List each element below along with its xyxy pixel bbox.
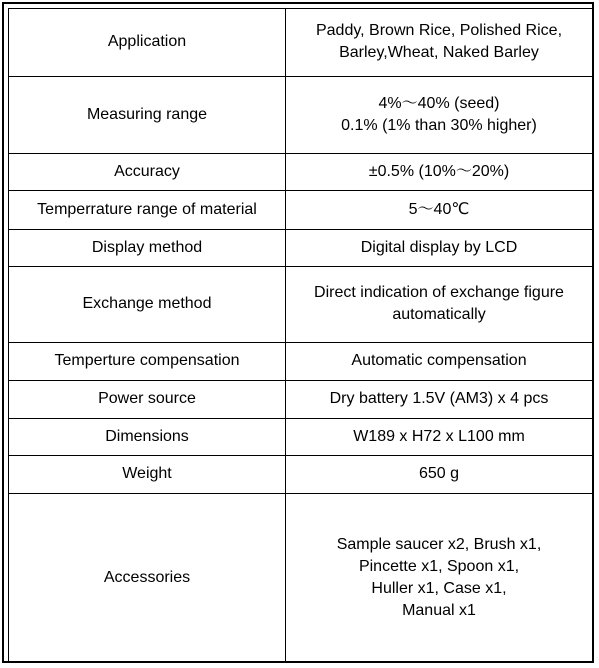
row-value: Direct indication of exchange figure automatically [286, 266, 593, 342]
row-value: Dry battery 1.5V (AM3) x 4 pcs [286, 381, 593, 419]
table-row-accessories [9, 493, 593, 662]
table-row-exchange-method [9, 266, 593, 342]
row-value: W189 x H72 x L100 mm [286, 418, 593, 456]
row-value: 5～40℃ [286, 191, 593, 230]
row-label: Dimensions [9, 418, 286, 456]
table-row-temperature-compensation [9, 342, 593, 381]
row-value: ±0.5% (10%～20%) [286, 153, 593, 191]
row-label: Accuracy [9, 153, 286, 191]
row-label: Power source [9, 381, 286, 419]
row-value: 4%～40% (seed) 0.1% (1% than 30% higher) [286, 76, 593, 153]
row-value: Sample saucer x2, Brush x1, Pincette x1, Spoon x1, Huller x1, Case x1, Manual x1 [286, 493, 593, 662]
row-label: Weight [9, 456, 286, 494]
specification-table [8, 8, 593, 663]
row-label: Exchange method [9, 266, 286, 342]
table-row-power-source [9, 381, 593, 419]
row-value: 650 g [286, 456, 593, 494]
row-value: Paddy, Brown Rice, Polished Rice, Barley,Wheat, Naked Barley [286, 9, 593, 77]
row-label: Measuring range [9, 76, 286, 153]
table-row-display-method [9, 230, 593, 267]
table-row-accuracy [9, 153, 593, 191]
row-label: Temperture compensation [9, 342, 286, 381]
table-row-measuring-range [9, 76, 593, 153]
row-label: Accessories [9, 493, 286, 662]
row-label: Display method [9, 230, 286, 267]
table-row-application [9, 9, 593, 77]
row-label: Temperrature range of material [9, 191, 286, 230]
table-row-dimensions [9, 418, 593, 456]
row-value: Digital display by LCD [286, 230, 593, 267]
table-row-weight [9, 456, 593, 494]
row-label: Application [9, 9, 286, 77]
table-row-temperature-range [9, 191, 593, 230]
row-value: Automatic compensation [286, 342, 593, 381]
